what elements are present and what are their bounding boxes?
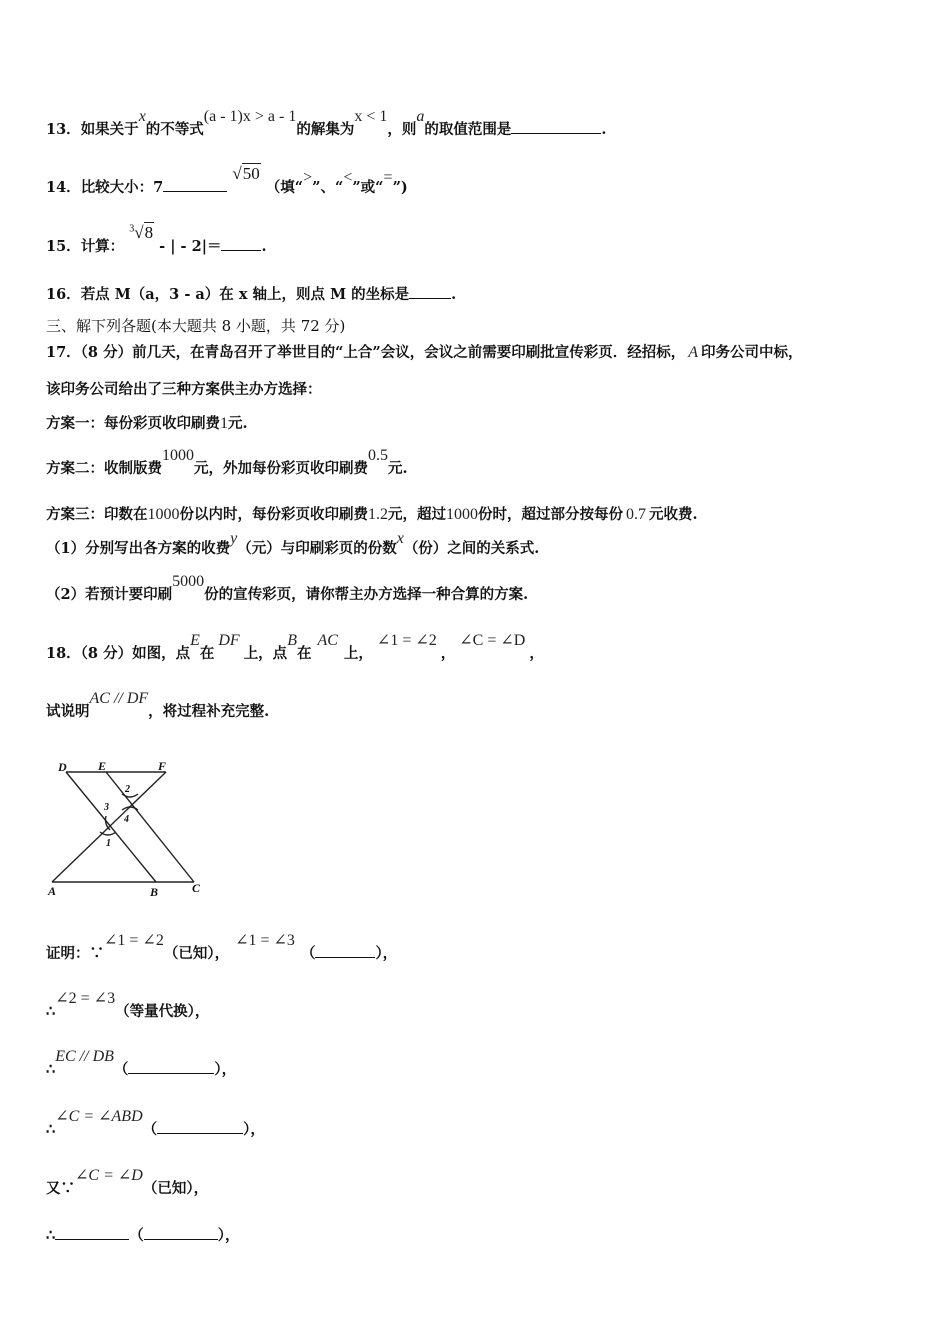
segment-EC xyxy=(106,772,194,882)
proof-r4-text-1: ∴ xyxy=(46,1121,56,1138)
proof-r6-text-3: ）， xyxy=(217,1227,240,1244)
plan-1-text-2: 元. xyxy=(228,415,248,432)
label-A: A xyxy=(48,884,57,898)
proof-r2-text-1: ∴ xyxy=(46,1003,56,1020)
proof-row-4 xyxy=(46,1108,265,1139)
q17-sub-1 xyxy=(46,530,540,558)
q17-sub2-value: 5000 xyxy=(172,573,205,590)
plan-2-value-2: 0.5 xyxy=(368,447,388,464)
q13-text-3: 的解集为 xyxy=(296,121,355,138)
q17-sub1-math-y: y xyxy=(230,530,238,547)
proof-r1-math-2: ∠1 = ∠3 xyxy=(235,932,295,949)
plan-2 xyxy=(46,447,408,478)
label-F: F xyxy=(158,759,167,773)
q13-text-1: 如果关于 xyxy=(80,121,139,138)
proof-row-1 xyxy=(46,932,398,963)
q13-answer-blank[interactable] xyxy=(511,121,601,134)
label-D: D xyxy=(58,760,67,774)
q13-text-4: ，则 xyxy=(387,121,417,138)
q16-number: 16． xyxy=(46,286,81,303)
proof-r1-text-4: ）， xyxy=(375,945,398,962)
q14-number: 14． xyxy=(46,179,81,196)
q17-sub2-text-2: 份的宣传彩页，请你帮主办方选择一种合算的方案. xyxy=(204,586,529,603)
q17-sub-2 xyxy=(46,573,529,604)
q18-text-1: 18．（8 分）如图，点 xyxy=(46,645,191,662)
q14-answer-blank[interactable] xyxy=(163,179,227,192)
q17-text-1: 17．（8 分）前几天，在青岛召开了举世目的“上合”会议，会议之前需要印刷批宣传彩页．经招标， xyxy=(46,344,686,361)
proof-r3-math: EC // DB xyxy=(55,1048,114,1065)
proof-r6-text-1: ∴ xyxy=(46,1227,56,1244)
q18-text-3: 上，点 xyxy=(243,645,288,662)
section-3-heading: 三、解下列各题(本大题共 8 小题，共 72 分) xyxy=(46,317,346,335)
q18-line2-text-1: 试说明 xyxy=(46,703,90,720)
geometry-figure xyxy=(44,758,214,900)
plan-1-value: 1 xyxy=(220,415,228,432)
q16-answer-blank[interactable] xyxy=(409,286,451,299)
proof-r2-math: ∠2 = ∠3 xyxy=(55,990,116,1007)
proof-r1-blank[interactable] xyxy=(315,945,375,958)
q13-math-solution: x < 1 xyxy=(354,108,388,125)
q15-root-index: 3 xyxy=(129,223,135,235)
question-16 xyxy=(46,283,456,304)
plan-3-text-1: 方案三：印数在 xyxy=(46,506,148,523)
proof-r6-blank-1[interactable] xyxy=(55,1227,129,1240)
segment-AF xyxy=(52,772,166,882)
q18-math-angle12: ∠1 = ∠2 xyxy=(376,632,437,649)
plan-3-text-3: 元，超过 xyxy=(388,506,446,523)
q17-sub1-text-3: （份）之间的关系式. xyxy=(403,540,540,557)
q17-sub1-math-x: x xyxy=(396,530,404,547)
angle-label-4: 4 xyxy=(124,814,129,825)
q18-text-2: 在 xyxy=(199,645,215,662)
question-15 xyxy=(46,223,267,256)
label-C: C xyxy=(192,881,201,895)
plan-3-text-4: 份时，超过部分按每份 xyxy=(478,506,623,523)
proof-r3-text-1: ∴ xyxy=(46,1061,56,1078)
question-13 xyxy=(46,108,607,139)
q16-text: 若点 M（a，3 - a）在 x 轴上，则点 M 的坐标是 xyxy=(80,286,410,303)
proof-r1-text-2: （已知）， xyxy=(163,945,230,962)
q14-text-3: ”、“ xyxy=(312,179,344,196)
proof-r3-text-3: ）， xyxy=(214,1061,237,1078)
q13-number: 13． xyxy=(46,121,81,138)
q13-math-inequality: (a - 1)x > a - 1 xyxy=(203,108,297,125)
q14-lt-symbol: < xyxy=(343,169,353,186)
q14-gt-symbol: > xyxy=(303,169,313,186)
q14-radicand: 50 xyxy=(242,164,260,183)
proof-r5-text-2: （已知）， xyxy=(142,1180,209,1197)
q18-math-parallel: AC // DF xyxy=(89,690,149,707)
q15-number: 15． xyxy=(46,238,81,255)
proof-row-3 xyxy=(46,1048,237,1079)
proof-row-2 xyxy=(46,990,210,1021)
plan-2-value-1: 1000 xyxy=(162,447,194,464)
plan-2-text-1: 方案二：收制版费 xyxy=(46,460,162,477)
segment-DB xyxy=(66,772,156,882)
proof-r1-math-1: ∠1 = ∠2 xyxy=(104,932,164,949)
q18-math-angleCD: ∠C = ∠D xyxy=(459,632,526,649)
angle-label-3: 3 xyxy=(104,802,109,813)
q18-text-6: ， xyxy=(440,645,456,662)
plan-3 xyxy=(46,503,698,524)
label-B: B xyxy=(150,885,159,899)
proof-r3-blank[interactable] xyxy=(128,1061,214,1074)
q14-text-4: ”或“ xyxy=(352,179,384,196)
plan-3-value-4: 0.7 xyxy=(626,506,646,523)
q15-text-1: 计算： xyxy=(80,238,125,255)
plan-2-text-3: 元. xyxy=(388,460,408,477)
question-18-line-2 xyxy=(46,690,270,721)
q17-math-A: A xyxy=(688,344,699,361)
proof-r1-text-3: （ xyxy=(300,945,316,962)
plan-3-value-2: 1.2 xyxy=(368,506,388,523)
angle-label-2: 2 xyxy=(125,784,130,795)
q17-sub1-text-2: （元）与印刷彩页的份数 xyxy=(237,540,397,557)
q13-text-2: 的不等式 xyxy=(145,121,204,138)
proof-r2-text-2: （等量代换）， xyxy=(115,1003,210,1020)
proof-row-5 xyxy=(46,1167,209,1198)
q17-text-2: 印务公司中标， xyxy=(701,344,803,361)
q15-text-2: - | - 2|＝ xyxy=(159,238,222,255)
q15-text-3: . xyxy=(261,238,267,255)
plan-3-value-1: 1000 xyxy=(147,506,180,523)
plan-1 xyxy=(46,412,248,433)
proof-r5-math: ∠C = ∠D xyxy=(75,1167,143,1184)
question-17-line-2: 该印务公司给出了三种方案供主办方选择： xyxy=(46,381,322,398)
plan-3-text-5: 元收费. xyxy=(649,506,698,523)
proof-r4-text-2: （ xyxy=(142,1121,158,1138)
q13-math-x: x xyxy=(138,108,146,125)
plan-2-text-2: 元，外加每份彩页收印刷费 xyxy=(194,460,368,477)
q17-sub2-text-1: （2）若预计要印刷 xyxy=(46,586,173,603)
angle-label-1: 1 xyxy=(106,838,111,849)
proof-r4-text-3: ）， xyxy=(243,1121,265,1138)
proof-row-6 xyxy=(46,1224,239,1245)
q18-math-AC: AC xyxy=(317,632,338,649)
proof-r4-blank[interactable] xyxy=(157,1121,243,1134)
plan-3-text-2: 份以内时，每份彩页收印刷费 xyxy=(179,506,368,523)
q18-text-4: 在 xyxy=(296,645,312,662)
q17-sub1-text-1: （1）分别写出各方案的收费 xyxy=(46,540,231,557)
q14-text-1: 比较大小：7 xyxy=(80,179,164,196)
q15-radicand: 8 xyxy=(144,223,154,242)
q18-math-E: E xyxy=(190,632,200,649)
proof-r3-text-2: （ xyxy=(113,1061,129,1078)
plan-3-value-3: 1000 xyxy=(446,506,478,523)
plan-1-text-1: 方案一：每份彩页收印刷费 xyxy=(46,415,220,432)
q18-math-B: B xyxy=(287,632,297,649)
q18-text-5: 上， xyxy=(343,645,373,662)
proof-r6-text-2: （ xyxy=(129,1227,144,1244)
proof-r5-text-1: 又∵ xyxy=(46,1180,75,1197)
q16-text-2: . xyxy=(451,286,457,303)
proof-r4-math: ∠C = ∠ABD xyxy=(55,1108,143,1125)
q13-text-5: 的取值范围是 xyxy=(424,121,512,138)
q14-sqrt: √50 xyxy=(232,164,260,183)
question-14 xyxy=(46,164,408,197)
q14-text-5: ”) xyxy=(392,179,408,196)
proof-r6-blank-2[interactable] xyxy=(144,1227,218,1240)
q18-text-7: ， xyxy=(529,645,544,662)
q18-line2-text-2: ，将过程补充完整. xyxy=(148,703,270,720)
q15-cbrt: $^3$√8 xyxy=(129,223,154,242)
q18-math-DF: DF xyxy=(218,632,240,649)
label-E: E xyxy=(98,759,107,773)
q15-answer-blank[interactable] xyxy=(221,238,261,251)
q14-eq-symbol: = xyxy=(383,169,393,186)
proof-r1-text-1: 证明：∵ xyxy=(46,945,104,962)
q13-text-6: . xyxy=(601,121,607,138)
question-18-line-1 xyxy=(46,632,544,663)
question-17-line-1 xyxy=(46,341,803,362)
q14-text-2: （填“ xyxy=(265,179,304,196)
q13-math-a: a xyxy=(416,108,425,125)
